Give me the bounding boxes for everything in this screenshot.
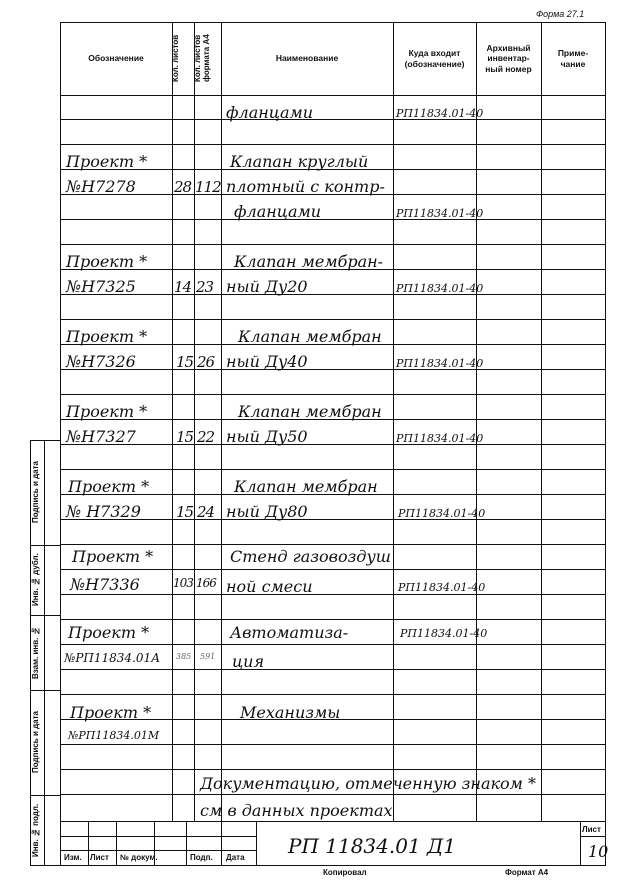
- header-used-in: Куда входит (обозначение): [404, 47, 465, 69]
- row-name: плотный с контр-: [226, 177, 385, 196]
- footnote-line2: см в данных проектах: [200, 801, 393, 820]
- row-name: Стенд газовоздуш: [230, 547, 391, 566]
- row-name: Автоматиза-: [230, 623, 349, 642]
- row-designation: №Н7325: [66, 277, 136, 296]
- row-name: Клапан мембран-: [234, 252, 384, 271]
- sheet-label: Лист: [582, 825, 601, 834]
- row-name: Механизмы: [240, 703, 341, 722]
- header-sheets-count: Кол. листов: [171, 34, 180, 83]
- row-sheets: 103: [173, 576, 193, 590]
- stamp-date: Дата: [226, 853, 245, 862]
- row-name: фланцами: [226, 103, 314, 122]
- stamp-izm: Изм.: [64, 853, 82, 862]
- doc-code: РП 11834.01 Д1: [288, 834, 457, 858]
- side-label-dup-inv: Инв. № дубл.: [31, 553, 40, 607]
- footnote-line1: Документацию, отмеченную знаком *: [200, 774, 537, 793]
- side-label-signature: Подпись и дата: [31, 461, 40, 524]
- header-archive: Архивный инвентар-ный номер: [485, 42, 532, 74]
- row-designation: Проект *: [66, 327, 148, 346]
- row-designation: Проект *: [66, 402, 148, 421]
- row-designation: Проект *: [72, 547, 154, 566]
- row-designation: №Н7327: [66, 427, 136, 446]
- row-designation: Проект *: [68, 623, 150, 642]
- row-sheets: 385: [176, 652, 192, 661]
- row-sheets-a4: 591: [200, 652, 216, 661]
- row-sheets: 28: [174, 178, 192, 196]
- row-sheets: 15: [176, 353, 194, 371]
- row-ref: РП11834.01-40: [396, 357, 484, 370]
- row-name: Клапан круглый: [230, 152, 369, 171]
- row-name: Клапан мембран: [238, 327, 382, 346]
- row-sheets-a4: 24: [197, 503, 215, 521]
- row-name: Клапан мембран: [238, 402, 382, 421]
- row-sheets: 14: [174, 278, 192, 296]
- row-name: ной смеси: [226, 577, 313, 596]
- row-ref: РП11834.01-40: [396, 432, 484, 445]
- stamp-sign: Подп.: [190, 853, 213, 862]
- row-ref: РП11834.01-40: [400, 627, 488, 640]
- row-designation: №Н7336: [70, 575, 140, 594]
- stamp-list: Лист: [90, 853, 109, 862]
- row-sheets-a4: 112: [195, 178, 221, 196]
- form-label: Форма 27.1: [536, 9, 585, 19]
- row-name: ный Ду20: [226, 277, 308, 296]
- row-designation: Проект *: [70, 703, 152, 722]
- row-ref: РП11834.01-40: [396, 107, 484, 120]
- header-note: Приме-чание: [557, 47, 589, 69]
- row-designation: №РП11834.01А: [64, 651, 161, 665]
- row-name: ция: [232, 652, 265, 671]
- header-name: Наименование: [275, 53, 339, 64]
- row-name: ный Ду50: [226, 427, 308, 446]
- row-sheets-a4: 26: [197, 353, 215, 371]
- row-ref: РП11834.01-40: [398, 581, 486, 594]
- row-designation: Проект *: [66, 252, 148, 271]
- sheet-number: 10: [588, 842, 609, 861]
- row-designation: Проект *: [66, 152, 148, 171]
- row-name: ный Ду80: [226, 502, 308, 521]
- row-ref: РП11834.01-40: [396, 282, 484, 295]
- row-ref: РП11834.01-40: [396, 207, 484, 220]
- row-name: Клапан мембран: [234, 477, 378, 496]
- side-label-original-inv: Инв. № подл.: [31, 803, 40, 857]
- row-designation: № Н7329: [66, 502, 141, 521]
- row-name: фланцами: [234, 202, 322, 221]
- header-designation: Обозначение: [88, 53, 144, 64]
- header-sheets-a4: Кол. листов формата А4: [193, 34, 211, 83]
- row-sheets-a4: 166: [196, 576, 216, 590]
- row-sheets: 15: [176, 428, 194, 446]
- row-sheets: 15: [176, 503, 194, 521]
- row-designation: №РП11834.01М: [68, 729, 160, 742]
- copied-label: Копировал: [323, 868, 367, 877]
- side-label-signature-2: Подпись и дата: [31, 711, 40, 774]
- format-label: Формат А4: [505, 868, 549, 877]
- row-sheets-a4: 22: [197, 428, 215, 446]
- row-name: ный Ду40: [226, 352, 308, 371]
- row-sheets-a4: 23: [196, 278, 214, 296]
- row-designation: №Н7326: [66, 352, 136, 371]
- row-designation: №Н7278: [66, 177, 136, 196]
- stamp-doc: № докум.: [120, 853, 158, 862]
- row-designation: Проект *: [68, 477, 150, 496]
- row-ref: РП11834.01-40: [398, 507, 486, 520]
- side-label-replace-inv: Взам. инв. №: [31, 626, 40, 679]
